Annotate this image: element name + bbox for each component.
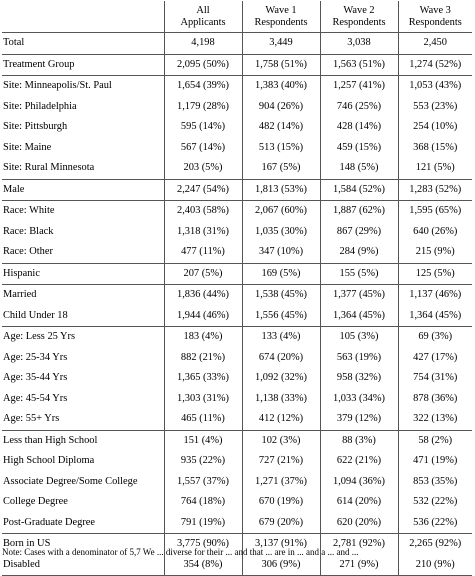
wave-1-cell: 679 (20%) [242,513,320,534]
all-applicants-cell: 1,654 (39%) [164,76,242,97]
wave-1-cell: 1,758 (51%) [242,54,320,76]
wave-2-cell: 1,033 (34%) [320,389,398,410]
all-applicants-cell: 567 (14%) [164,138,242,159]
all-applicants-cell: 1,179 (28%) [164,97,242,118]
row-label: Male [2,179,164,201]
all-applicants-cell: 595 (14%) [164,117,242,138]
table-row [2,389,472,410]
all-applicants-cell: 1,944 (46%) [164,306,242,327]
footnote-text: Note: Cases with a denominator of 5,7 We ... diverse for their ... and that ... are in ... and a ... and ... [2,547,359,557]
wave-3-cell: 553 (23%) [398,97,472,118]
row-label: Married [2,285,164,306]
row-label: Site: Maine [3,141,52,153]
table-row [2,138,472,159]
row-label: Age: 55+ Yrs [3,413,60,425]
header-line-1: Wave 3 [419,4,451,16]
wave-1-cell: 412 (12%) [242,409,320,430]
wave-1-cell: 1,092 (32%) [242,368,320,389]
table-row [2,513,472,534]
wave-1-cell: 727 (21%) [242,451,320,472]
table-row [2,409,472,430]
wave-1-cell: 1,035 (30%) [242,222,320,243]
wave-3-cell: 1,274 (52%) [398,54,472,76]
row-label: Age: 45-54 Yrs [3,392,68,404]
wave-3-cell: 125 (5%) [398,263,472,285]
wave-2-cell: 148 (5%) [320,158,398,179]
row-label: Hispanic [2,263,164,285]
wave-1-cell: 167 (5%) [242,158,320,179]
all-applicants-cell: 2,247 (54%) [164,179,242,201]
wave-3-cell: 878 (36%) [398,389,472,410]
wave-3-cell: 640 (26%) [398,222,472,243]
wave-3-cell: 2,450 [398,33,472,55]
table-row [2,179,472,201]
wave-3-cell: 215 (9%) [398,242,472,263]
wave-2-cell: 1,377 (45%) [320,285,398,306]
wave-1-cell: 306 (9%) [242,555,320,576]
wave-3-cell: 368 (15%) [398,138,472,159]
wave-2-cell: 3,038 [320,33,398,55]
all-applicants-cell: 2,403 (58%) [164,201,242,222]
table-row [2,242,472,263]
wave-2-cell: 614 (20%) [320,492,398,513]
table-row [2,472,472,493]
wave-2-cell: 155 (5%) [320,263,398,285]
table-row [2,430,472,451]
all-applicants-cell: 791 (19%) [164,513,242,534]
header-wave-2-respondents [320,1,398,33]
wave-2-cell: 1,094 (36%) [320,472,398,493]
all-applicants-cell: 935 (22%) [164,451,242,472]
header-all-applicants [164,1,242,33]
header-line-2: Respondents [332,16,386,28]
all-applicants-cell: 882 (21%) [164,348,242,369]
all-applicants-cell: 477 (11%) [164,242,242,263]
wave-1-cell: 904 (26%) [242,97,320,118]
wave-2-cell: 2,781 (92%) [320,534,398,555]
table-body [2,33,472,576]
wave-3-cell: 69 (3%) [398,327,472,348]
wave-2-cell: 379 (12%) [320,409,398,430]
all-applicants-cell: 4,198 [164,33,242,55]
all-applicants-cell: 1,318 (31%) [164,222,242,243]
wave-2-cell: 428 (14%) [320,117,398,138]
wave-1-cell: 674 (20%) [242,348,320,369]
table-row [2,263,472,285]
summary-statistics-table [2,1,472,576]
row-label: High School Diploma [3,455,95,467]
wave-2-cell: 746 (25%) [320,97,398,118]
all-applicants-cell: 1,557 (37%) [164,472,242,493]
row-label: Total [3,37,25,49]
header-line-2: Respondents [408,16,462,28]
wave-3-cell: 210 (9%) [398,555,472,576]
table-row [2,76,472,97]
table-footnote [2,547,472,555]
table-row [2,368,472,389]
wave-2-cell: 459 (15%) [320,138,398,159]
table-row [2,54,472,76]
wave-2-cell: 88 (3%) [320,430,398,451]
wave-1-cell: 1,271 (37%) [242,472,320,493]
header-line-1: Wave 1 [265,4,297,16]
row-label: Born in US [2,534,164,555]
table-row [2,285,472,306]
row-label: College Degree [3,496,68,508]
header-line-2: Applicants [180,16,226,28]
wave-1-cell: 169 (5%) [242,263,320,285]
table-row [2,327,472,348]
wave-3-cell: 536 (22%) [398,513,472,534]
all-applicants-cell: 1,303 (31%) [164,389,242,410]
table-row [2,492,472,513]
wave-1-cell: 1,813 (53%) [242,179,320,201]
wave-1-cell: 1,138 (33%) [242,389,320,410]
wave-1-cell: 513 (15%) [242,138,320,159]
wave-2-cell: 1,887 (62%) [320,201,398,222]
wave-3-cell: 1,364 (45%) [398,306,472,327]
row-label: Site: Philadelphia [3,100,77,112]
wave-2-cell: 105 (3%) [320,327,398,348]
all-applicants-cell: 2,095 (50%) [164,54,242,76]
wave-1-cell: 1,383 (40%) [242,76,320,97]
wave-3-cell: 427 (17%) [398,348,472,369]
row-label: Age: 25-34 Yrs [3,351,68,363]
wave-3-cell: 58 (2%) [398,430,472,451]
header-line-1: Wave 2 [343,4,375,16]
table-row [2,555,472,576]
row-label: Race: Other [3,246,53,258]
all-applicants-cell: 1,365 (33%) [164,368,242,389]
wave-1-cell: 3,137 (91%) [242,534,320,555]
wave-3-cell: 1,595 (65%) [398,201,472,222]
row-label: Disabled [2,555,164,576]
wave-1-cell: 670 (19%) [242,492,320,513]
all-applicants-cell: 3,775 (90%) [164,534,242,555]
wave-1-cell: 1,556 (45%) [242,306,320,327]
row-label: Treatment Group [2,54,164,76]
header-wave-3-respondents [398,1,472,33]
all-applicants-cell: 465 (11%) [164,409,242,430]
row-label: Age: 35-44 Yrs [3,372,68,384]
table-row [2,201,472,222]
all-applicants-cell: 764 (18%) [164,492,242,513]
all-applicants-cell: 354 (8%) [164,555,242,576]
wave-2-cell: 1,563 (51%) [320,54,398,76]
wave-3-cell: 2,265 (92%) [398,534,472,555]
wave-3-cell: 254 (10%) [398,117,472,138]
wave-2-cell: 271 (9%) [320,555,398,576]
wave-3-cell: 121 (5%) [398,158,472,179]
row-label: Associate Degree/Some College [3,475,138,487]
header-row [2,1,472,33]
wave-3-cell: 1,053 (43%) [398,76,472,97]
header-wave-1-respondents [242,1,320,33]
wave-2-cell: 1,364 (45%) [320,306,398,327]
row-label: Race: Black [3,225,54,237]
wave-1-cell: 347 (10%) [242,242,320,263]
row-label: Site: Minneapolis/St. Paul [2,76,164,97]
header-line-2: Respondents [254,16,308,28]
row-label: Child Under 18 [3,309,68,321]
wave-2-cell: 1,584 (52%) [320,179,398,201]
all-applicants-cell: 203 (5%) [164,158,242,179]
table-row [2,222,472,243]
header-blank-cell [2,1,164,33]
row-label: Race: White [2,201,164,222]
table-row [2,158,472,179]
table-row [2,33,472,55]
wave-3-cell: 853 (35%) [398,472,472,493]
table-row [2,97,472,118]
row-label: Site: Rural Minnesota [3,162,95,174]
wave-3-cell: 471 (19%) [398,451,472,472]
wave-2-cell: 563 (19%) [320,348,398,369]
row-label: Post-Graduate Degree [3,516,96,528]
wave-2-cell: 284 (9%) [320,242,398,263]
wave-1-cell: 482 (14%) [242,117,320,138]
wave-1-cell: 2,067 (60%) [242,201,320,222]
table-row [2,306,472,327]
wave-1-cell: 1,538 (45%) [242,285,320,306]
wave-1-cell: 3,449 [242,33,320,55]
wave-2-cell: 958 (32%) [320,368,398,389]
wave-2-cell: 620 (20%) [320,513,398,534]
wave-3-cell: 1,137 (46%) [398,285,472,306]
wave-3-cell: 754 (31%) [398,368,472,389]
all-applicants-cell: 1,836 (44%) [164,285,242,306]
header-line-1: All [196,4,210,16]
row-label: Age: Less 25 Yrs [2,327,164,348]
wave-3-cell: 322 (13%) [398,409,472,430]
row-label: Less than High School [2,430,164,451]
wave-2-cell: 622 (21%) [320,451,398,472]
all-applicants-cell: 207 (5%) [164,263,242,285]
table-row [2,451,472,472]
table-row [2,117,472,138]
all-applicants-cell: 151 (4%) [164,430,242,451]
wave-1-cell: 133 (4%) [242,327,320,348]
wave-1-cell: 102 (3%) [242,430,320,451]
wave-2-cell: 867 (29%) [320,222,398,243]
all-applicants-cell: 183 (4%) [164,327,242,348]
row-label: Site: Pittsburgh [3,121,68,133]
wave-3-cell: 532 (22%) [398,492,472,513]
wave-2-cell: 1,257 (41%) [320,76,398,97]
table-row [2,348,472,369]
table-header [2,1,472,33]
wave-3-cell: 1,283 (52%) [398,179,472,201]
